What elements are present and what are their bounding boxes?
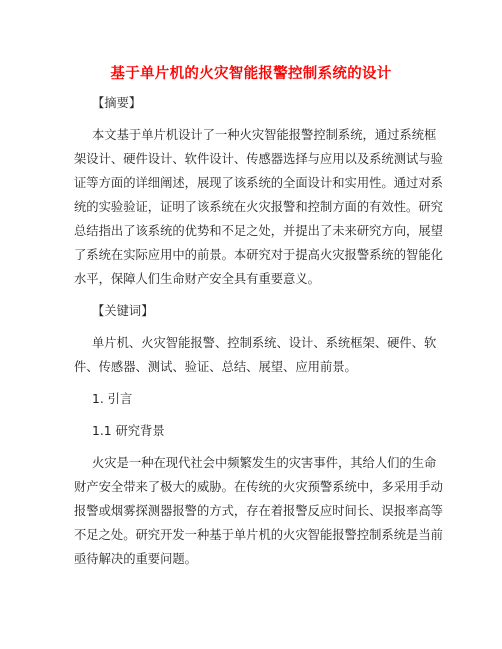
abstract-line: 本文基于单片机设计了一种火灾智能报警控制系统，通过系统框 (92, 128, 437, 142)
abstract-line: 总结指出了该系统的优势和不足之处，并提出了未来研究方向，展望 (74, 224, 443, 238)
keywords-line: 件、传感器、测试、验证、总结、展望、应用前景。 (74, 360, 357, 374)
abstract-line: 了系统在实际应用中的前景。本研究对于提高火灾报警系统的智能化 (74, 248, 443, 262)
section-1-heading: 1. 引言 (92, 392, 133, 406)
abstract-heading: 【摘要】 (92, 96, 142, 110)
abstract-line: 证等方面的详细阐述，展现了该系统的全面设计和实用性。通过对系 (74, 176, 443, 190)
section-1-1-heading: 1.1 研究背景 (92, 424, 165, 438)
background-line: 火灾是一种在现代社会中频繁发生的灾害事件，其给人们的生命 (92, 456, 437, 470)
background-line: 亟待解决的重要问题。 (74, 552, 197, 566)
background-line: 报警或烟雾探测器报警的方式，存在着报警反应时间长、误报率高等 (74, 504, 443, 518)
document-title: 基于单片机的火灾智能报警控制系统的设计 (110, 66, 392, 82)
background-line: 财产安全带来了极大的威胁。在传统的火灾预警系统中，多采用手动 (74, 480, 443, 494)
background-line: 不足之处。研究开发一种基于单片机的火灾智能报警控制系统是当前 (74, 528, 443, 542)
keywords-heading: 【关键词】 (92, 304, 154, 318)
abstract-line: 水平，保障人们生命财产安全具有重要意义。 (74, 272, 320, 286)
abstract-line: 统的实验验证，证明了该系统在火灾报警和控制方面的有效性。研究 (74, 200, 443, 214)
keywords-line: 单片机、火灾智能报警、控制系统、设计、系统框架、硬件、软 (92, 336, 437, 350)
abstract-line: 架设计、硬件设计、软件设计、传感器选择与应用以及系统测试与验 (74, 152, 443, 166)
